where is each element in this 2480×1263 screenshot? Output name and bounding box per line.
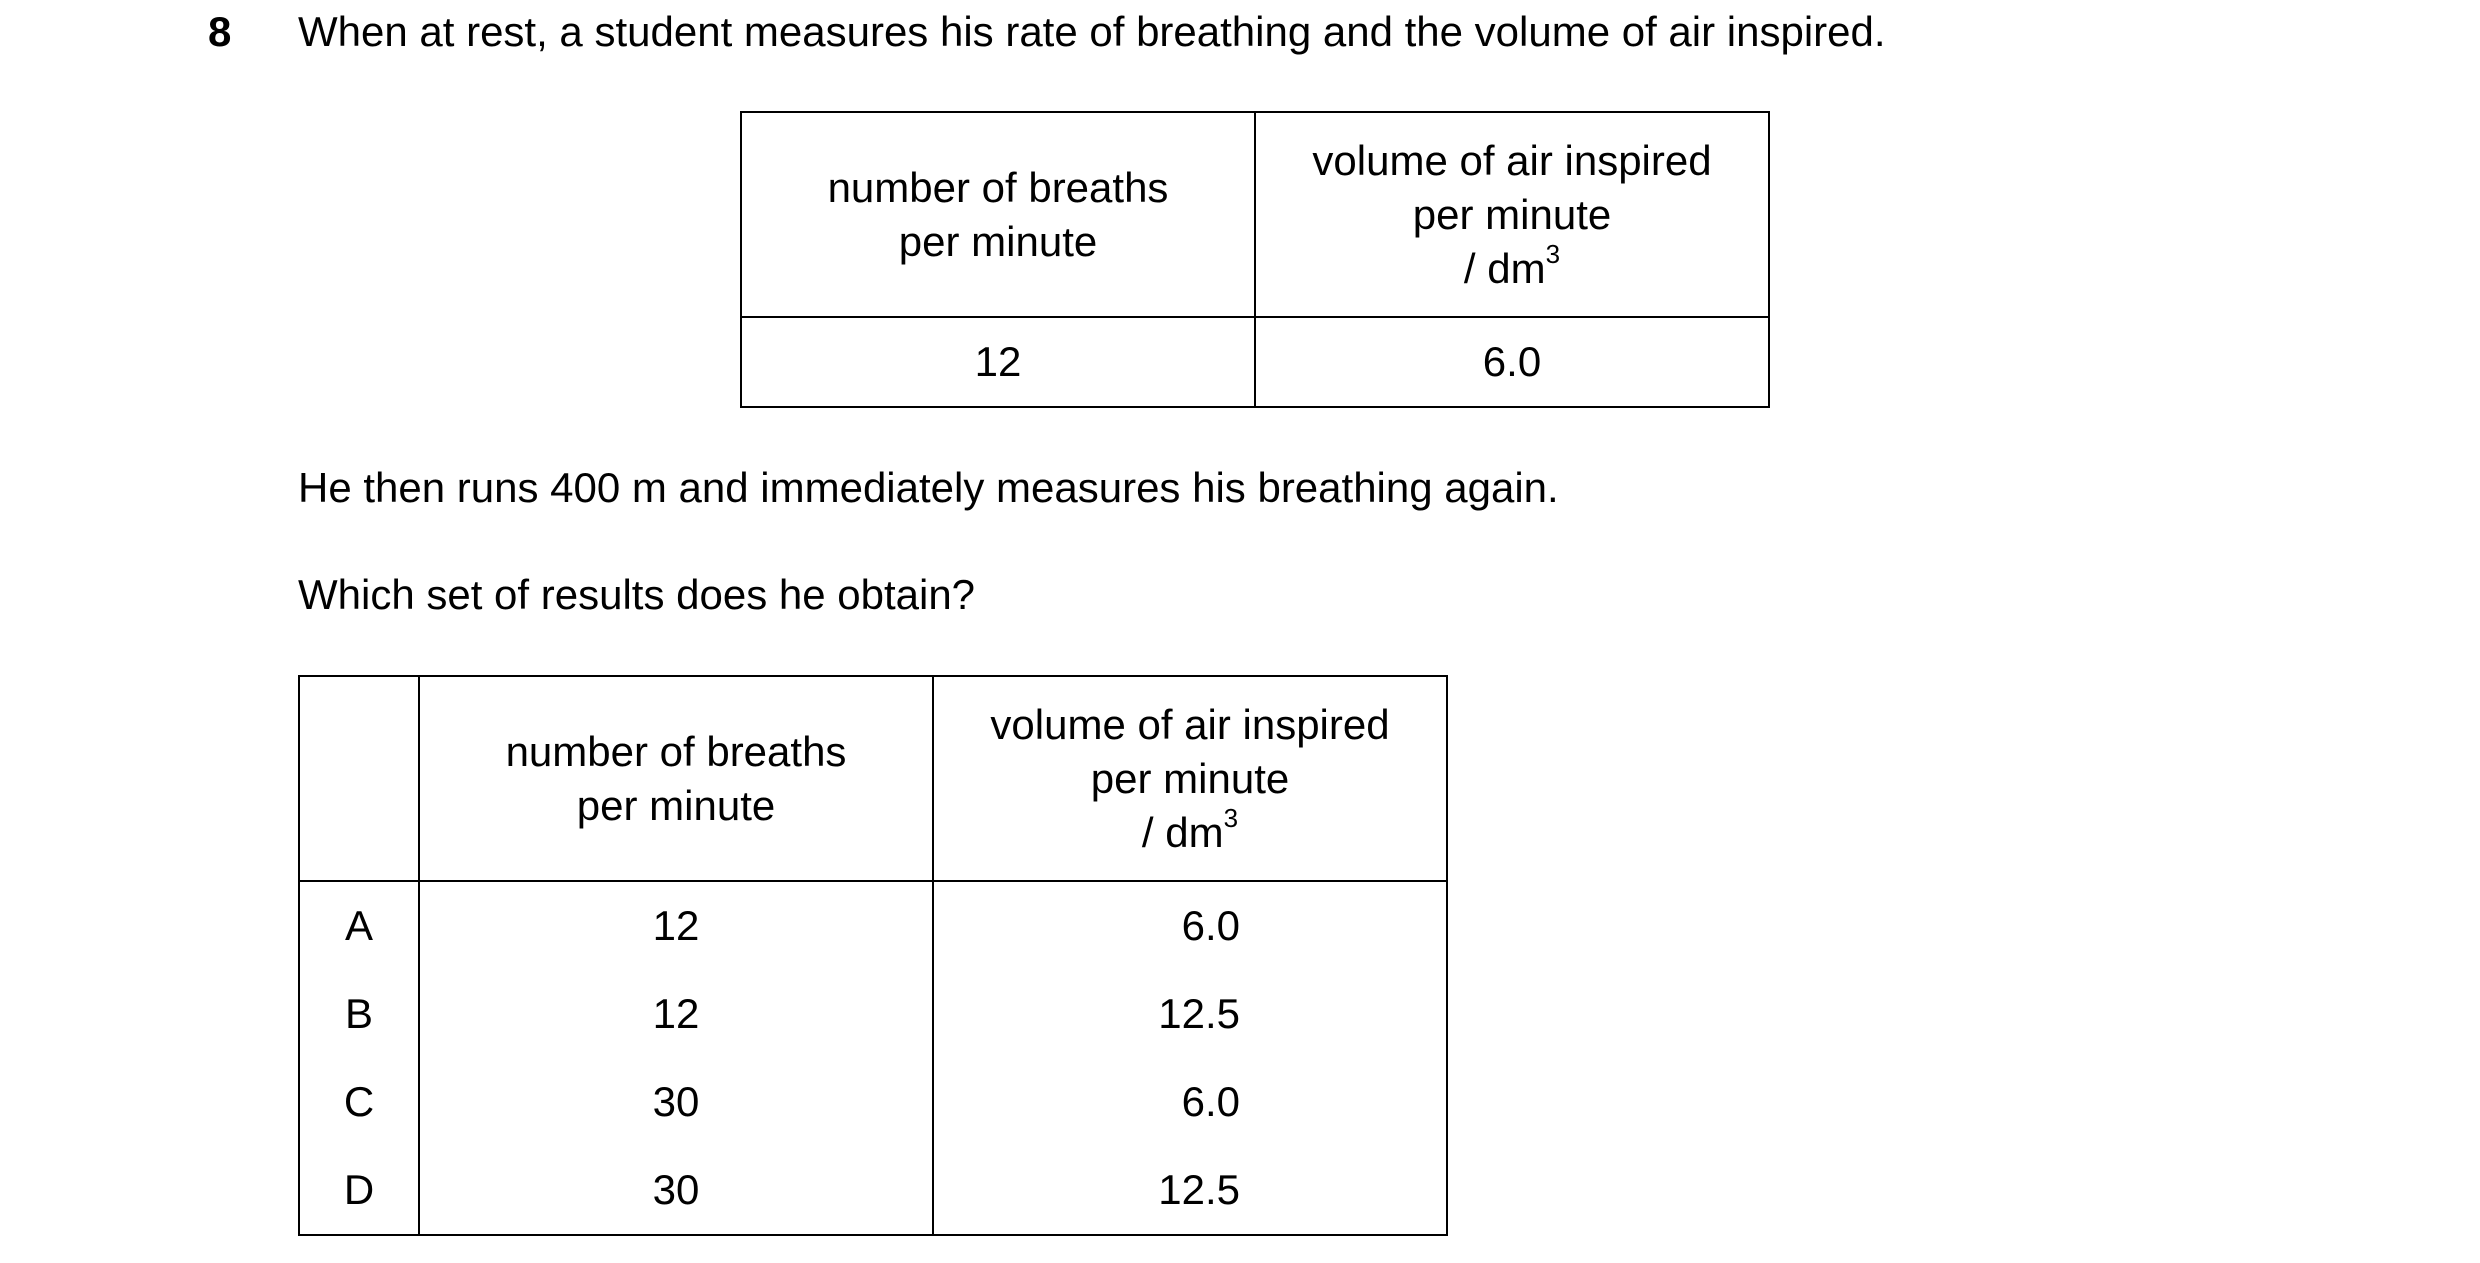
table-row — [741, 317, 1769, 407]
header-volume-line1: volume of air inspired — [990, 700, 1390, 748]
question-prompt: Which set of results does he obtain? — [298, 571, 976, 618]
option-breaths: 12 — [419, 970, 933, 1058]
option-row-b[interactable] — [299, 970, 1447, 1058]
header-volume-line2: per minute — [1090, 754, 1290, 802]
option-volume: 12.5 — [1158, 1166, 1240, 1213]
header-letter — [299, 676, 419, 881]
option-row-c[interactable] — [299, 1058, 1447, 1146]
unit-text: / dm — [1141, 808, 1224, 856]
option-row-a[interactable] — [299, 881, 1447, 970]
question-stem: When at rest, a student measures his rate of breathing and the volume of air inspired. — [298, 8, 1886, 55]
option-letter[interactable]: B — [299, 970, 419, 1058]
option-volume-cell — [933, 1146, 1447, 1235]
option-volume: 12.5 — [1158, 990, 1240, 1037]
header-volume-unit — [934, 802, 1446, 860]
rest-breaths-cell: 12 — [741, 317, 1255, 407]
option-letter[interactable]: A — [299, 881, 419, 970]
answer-options-table — [298, 675, 1448, 1236]
option-volume: 6.0 — [1181, 1078, 1240, 1125]
header-breaths-line2: per minute — [898, 217, 1098, 265]
option-breaths: 12 — [419, 881, 933, 970]
unit-superscript: 3 — [1545, 238, 1561, 269]
question-number: 8 — [208, 8, 232, 55]
option-volume-cell — [933, 881, 1447, 970]
option-row-d[interactable] — [299, 1146, 1447, 1235]
header-breaths-line2: per minute — [576, 781, 776, 829]
header-volume — [1255, 112, 1769, 317]
unit-superscript: 3 — [1223, 802, 1239, 833]
option-volume-cell — [933, 1058, 1447, 1146]
header-breaths-line1: number of breaths — [505, 727, 847, 775]
option-letter[interactable]: D — [299, 1146, 419, 1235]
header-volume-line2: per minute — [1412, 190, 1612, 238]
option-letter[interactable]: C — [299, 1058, 419, 1146]
header-volume-unit — [1256, 238, 1768, 296]
follow-up-text: He then runs 400 m and immediately measures his breathing again. — [298, 464, 1559, 511]
option-volume-cell — [933, 970, 1447, 1058]
rest-volume-cell: 6.0 — [1255, 317, 1769, 407]
header-breaths — [419, 676, 933, 881]
unit-text: / dm — [1463, 244, 1546, 292]
rest-results-table — [740, 111, 1770, 408]
option-breaths: 30 — [419, 1058, 933, 1146]
header-volume-line1: volume of air inspired — [1312, 136, 1712, 184]
header-breaths-line1: number of breaths — [827, 163, 1169, 211]
option-volume: 6.0 — [1181, 902, 1240, 949]
option-breaths: 30 — [419, 1146, 933, 1235]
table-header-row — [741, 112, 1769, 317]
table-header-row — [299, 676, 1447, 881]
header-volume — [933, 676, 1447, 881]
header-breaths — [741, 112, 1255, 317]
